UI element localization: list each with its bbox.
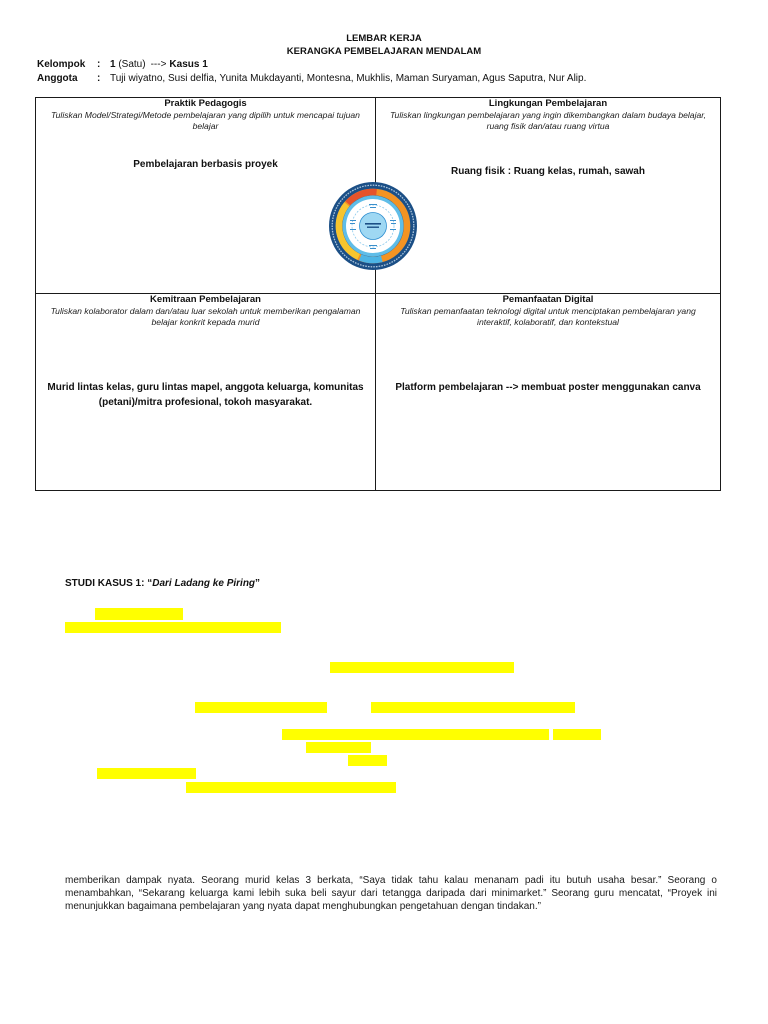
wheel-center-mark — [365, 223, 381, 225]
cell-answer: Murid lintas kelas, guru lintas mapel, anggota keluarga, komunitas (petani)/mitra profesional, tokoh masyarakat. — [47, 382, 364, 408]
document-title: LEMBAR KERJA — [346, 33, 422, 44]
case-study-label: STUDI KASUS 1: — [65, 578, 148, 589]
highlight-bar — [306, 742, 371, 753]
deep-learning-framework-wheel — [329, 182, 417, 270]
paragraph-line: menambahkan, “Sekarang keluarga kami lebih suka beli sayur dari tetangga daripada dari minimarket.” Seorang guru mencatat, “Proyek ini — [65, 888, 717, 899]
highlight-bar — [97, 768, 196, 779]
cell-title: Kemitraan Pembelajaran — [150, 294, 261, 305]
case-study-heading — [65, 577, 260, 590]
cell-answer: Pembelajaran berbasis proyek — [133, 159, 278, 170]
cell-digital-utilization — [376, 294, 720, 490]
wheel-center — [360, 213, 387, 240]
case-study-paragraph — [65, 874, 717, 913]
highlight-bar — [282, 729, 549, 740]
cell-answer: Ruang fisik : Ruang kelas, rumah, sawah — [451, 166, 645, 177]
framework-table — [35, 97, 721, 491]
paragraph-line: memberikan dampak nyata. Seorang murid kelas 3 berkata, “Saya tidak tahu kalau menanam padi itu butuh usaha besar.” Seorang o — [65, 875, 717, 886]
paragraph-line: menunjukkan bagaimana pembelajaran yang nyata dapat menghubungkan pengetahuan dengan tindakan.” — [65, 901, 541, 912]
group-arrow: ---> — [150, 59, 167, 70]
members-list: Tuji wiyatno, Susi delfia, Yunita Mukdayanti, Montesna, Mukhlis, Maman Suryaman, Agus Saputra, Nur Alip. — [110, 73, 587, 84]
case-study-open-quote: “ — [147, 578, 153, 589]
members-info-row — [37, 72, 586, 85]
cell-title: Lingkungan Pembelajaran — [488, 98, 608, 109]
wheel-center-mark — [367, 227, 379, 228]
cell-instruction: Tuliskan pemanfaatan teknologi digital untuk menciptakan pembelajaran yang interaktif, kolaboratif, dan kontekstual — [400, 306, 696, 327]
document-subtitle: KERANGKA PEMBELAJARAN MENDALAM — [286, 46, 482, 57]
highlight-bar — [186, 782, 396, 793]
cell-instruction: Tuliskan kolaborator dalam dan/atau luar sekolah untuk memberikan pengalaman belajar konkrit kepada murid — [50, 306, 361, 327]
members-separator: : — [97, 73, 101, 84]
highlight-bar — [371, 702, 575, 713]
cell-instruction: Tuliskan Model/Strategi/Metode pembelajaran yang dipilih untuk mencapai tujuan belajar — [51, 110, 360, 131]
highlight-bar — [65, 622, 281, 633]
case-study-close-quote: ” — [255, 578, 261, 589]
cell-learning-environment — [376, 98, 720, 293]
highlight-bar — [348, 755, 387, 766]
group-number-word: (Satu) — [118, 59, 146, 70]
group-info-row — [37, 58, 208, 71]
group-separator: : — [97, 59, 101, 70]
cell-instruction: Tuliskan lingkungan pembelajaran yang ingin dikembangkan dalam budaya belajar, ruang fisik dan/atau ruang virtua — [389, 110, 707, 131]
cell-answer: Platform pembelajaran --> membuat poster menggunakan canva — [395, 382, 701, 393]
cell-title: Pemanfaatan Digital — [502, 294, 594, 305]
cell-title: Praktik Pedagogis — [164, 98, 247, 109]
highlight-bar — [95, 608, 183, 620]
highlight-bar — [553, 729, 601, 740]
group-number: 1 — [110, 59, 116, 70]
highlight-bar — [330, 662, 514, 673]
case-study-title: Dari Ladang ke Piring — [152, 578, 256, 589]
group-label: Kelompok — [37, 59, 86, 70]
group-case-reference: Kasus 1 — [169, 59, 208, 70]
members-label: Anggota — [37, 73, 78, 84]
cell-learning-partnership — [36, 294, 375, 490]
highlight-bar — [195, 702, 327, 713]
cell-pedagogical-practice — [36, 98, 375, 293]
